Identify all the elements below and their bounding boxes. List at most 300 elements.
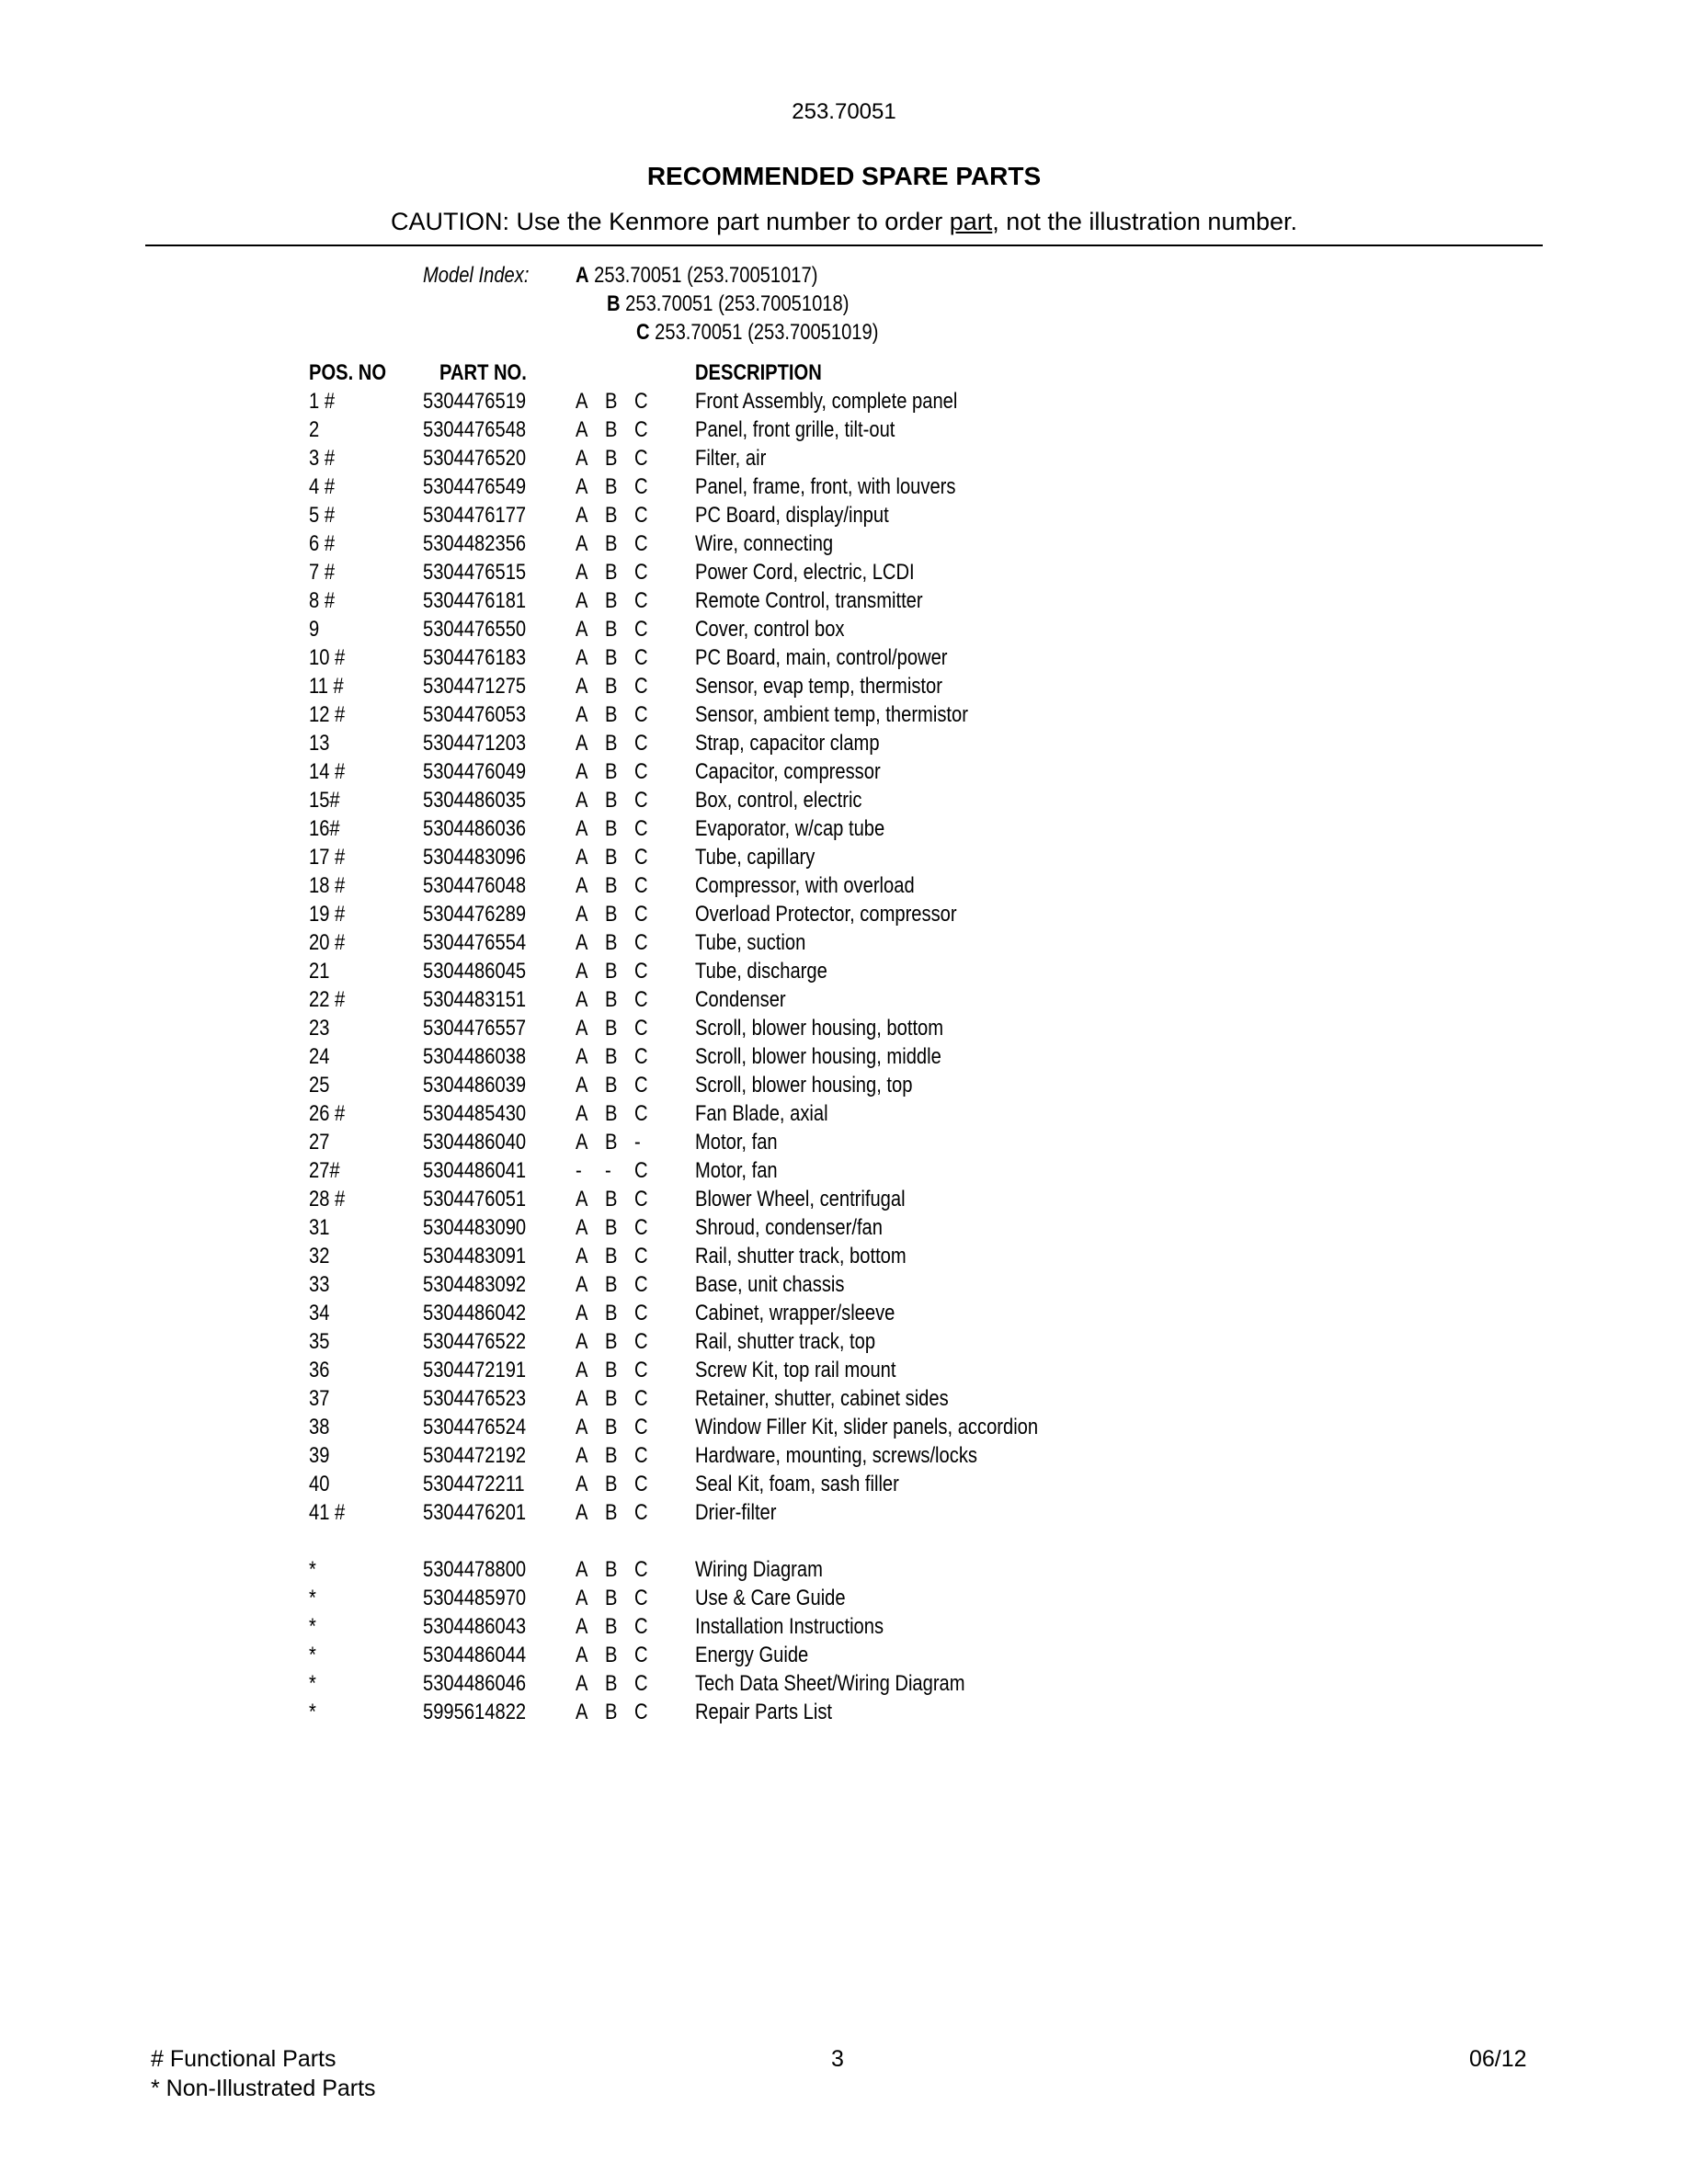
row-pos-no: 20 # bbox=[309, 930, 346, 955]
row-description: Retainer, shutter, cabinet sides bbox=[695, 1386, 949, 1411]
table-row bbox=[0, 417, 1688, 446]
table-row bbox=[0, 1301, 1688, 1329]
row-pos-no: * bbox=[309, 1614, 316, 1639]
row-part-no: 5304476183 bbox=[423, 645, 527, 670]
row-part-no: 5304476520 bbox=[423, 446, 527, 471]
row-description: Motor, fan bbox=[695, 1158, 778, 1183]
row-model-a: A bbox=[576, 645, 588, 670]
row-model-a: A bbox=[576, 1044, 588, 1069]
functional-parts-note: # Functional Parts bbox=[151, 2046, 336, 2072]
model-index-entry bbox=[607, 291, 849, 317]
parts-table bbox=[0, 389, 1688, 1728]
row-pos-no: 11 # bbox=[309, 674, 344, 699]
row-description: Strap, capacitor clamp bbox=[695, 731, 880, 756]
row-model-b: B bbox=[605, 1386, 618, 1411]
row-model-a: A bbox=[576, 845, 588, 870]
table-row bbox=[0, 731, 1688, 759]
row-model-b: B bbox=[605, 645, 618, 670]
row-model-b: B bbox=[605, 1215, 618, 1240]
row-model-a: A bbox=[576, 1443, 588, 1468]
row-pos-no: 7 # bbox=[309, 560, 336, 585]
table-row bbox=[0, 531, 1688, 560]
row-model-a: A bbox=[576, 1073, 588, 1098]
row-model-b: B bbox=[605, 1187, 618, 1211]
table-row bbox=[0, 902, 1688, 930]
row-pos-no: 22 # bbox=[309, 987, 346, 1012]
row-model-c: C bbox=[634, 560, 648, 585]
row-part-no: 5304476549 bbox=[423, 474, 527, 499]
row-pos-no: 5 # bbox=[309, 503, 336, 528]
row-description: Scroll, blower housing, middle bbox=[695, 1044, 941, 1069]
row-model-b: B bbox=[605, 531, 618, 556]
row-part-no: 5304486046 bbox=[423, 1671, 527, 1696]
row-description: Screw Kit, top rail mount bbox=[695, 1358, 896, 1382]
row-part-no: 5304472211 bbox=[423, 1472, 525, 1496]
row-part-no: 5304476523 bbox=[423, 1386, 527, 1411]
model-number: 253.70051 bbox=[792, 99, 896, 124]
row-pos-no: 13 bbox=[309, 731, 330, 756]
row-pos-no: 6 # bbox=[309, 531, 336, 556]
row-model-c: C bbox=[634, 1044, 648, 1069]
row-description: Front Assembly, complete panel bbox=[695, 389, 958, 414]
row-model-c: C bbox=[634, 645, 648, 670]
row-part-no: 5304483092 bbox=[423, 1272, 527, 1297]
row-part-no: 5304483090 bbox=[423, 1215, 527, 1240]
row-model-b: B bbox=[605, 930, 618, 955]
row-pos-no: 27 bbox=[309, 1130, 330, 1155]
row-model-a: A bbox=[576, 1329, 588, 1354]
row-model-b: B bbox=[605, 702, 618, 727]
row-description: Tube, suction bbox=[695, 930, 806, 955]
row-part-no: 5304486042 bbox=[423, 1301, 527, 1325]
row-pos-no: 38 bbox=[309, 1415, 330, 1439]
row-model-b: B bbox=[605, 617, 618, 642]
row-pos-no: 25 bbox=[309, 1073, 330, 1098]
row-description: Scroll, blower housing, top bbox=[695, 1073, 913, 1098]
row-model-a: A bbox=[576, 759, 588, 784]
row-description: PC Board, main, control/power bbox=[695, 645, 948, 670]
row-part-no: 5304482356 bbox=[423, 531, 527, 556]
row-model-c: C bbox=[634, 1671, 648, 1696]
row-model-a: A bbox=[576, 389, 588, 414]
nonillustrated-parts-note: * Non-Illustrated Parts bbox=[151, 2076, 376, 2101]
row-part-no: 5304483151 bbox=[423, 987, 527, 1012]
row-description: Power Cord, electric, LCDI bbox=[695, 560, 915, 585]
row-model-c: C bbox=[634, 1187, 648, 1211]
row-model-b: B bbox=[605, 759, 618, 784]
row-model-b: - bbox=[605, 1158, 611, 1183]
row-description: Evaporator, w/cap tube bbox=[695, 816, 885, 841]
row-model-c: C bbox=[634, 1158, 648, 1183]
table-row bbox=[0, 503, 1688, 531]
row-model-a: A bbox=[576, 987, 588, 1012]
row-model-c: C bbox=[634, 1358, 648, 1382]
row-part-no: 5304483096 bbox=[423, 845, 527, 870]
row-model-c: C bbox=[634, 588, 648, 613]
row-model-c: C bbox=[634, 873, 648, 898]
row-model-c: C bbox=[634, 1700, 648, 1724]
row-model-a: A bbox=[576, 1016, 588, 1041]
row-model-c: C bbox=[634, 674, 648, 699]
row-pos-no: 2 bbox=[309, 417, 320, 442]
row-pos-no: 39 bbox=[309, 1443, 330, 1468]
row-model-c: C bbox=[634, 446, 648, 471]
row-part-no: 5304486043 bbox=[423, 1614, 527, 1639]
table-row bbox=[0, 1386, 1688, 1415]
table-row bbox=[0, 645, 1688, 674]
table-row bbox=[0, 1016, 1688, 1044]
row-model-c: C bbox=[634, 788, 648, 813]
row-pos-no: 21 bbox=[309, 959, 330, 984]
table-row bbox=[0, 1073, 1688, 1101]
row-description: Tube, discharge bbox=[695, 959, 827, 984]
row-model-b: B bbox=[605, 1244, 618, 1268]
row-model-c: C bbox=[634, 759, 648, 784]
row-model-c: C bbox=[634, 1101, 648, 1126]
row-description: Shroud, condenser/fan bbox=[695, 1215, 883, 1240]
row-part-no: 5304476515 bbox=[423, 560, 527, 585]
row-model-c: C bbox=[634, 1244, 648, 1268]
row-model-b: B bbox=[605, 1358, 618, 1382]
row-pos-no: 10 # bbox=[309, 645, 346, 670]
table-row bbox=[0, 1244, 1688, 1272]
row-model-b: B bbox=[605, 389, 618, 414]
row-model-c: C bbox=[634, 1415, 648, 1439]
row-pos-no: * bbox=[309, 1671, 316, 1696]
row-description: Rail, shutter track, top bbox=[695, 1329, 876, 1354]
row-description: Wire, connecting bbox=[695, 531, 834, 556]
table-row bbox=[0, 588, 1688, 617]
table-row bbox=[0, 816, 1688, 845]
table-row bbox=[0, 788, 1688, 816]
row-description: Remote Control, transmitter bbox=[695, 588, 923, 613]
row-part-no: 5304486038 bbox=[423, 1044, 527, 1069]
table-row bbox=[0, 389, 1688, 417]
row-model-b: B bbox=[605, 446, 618, 471]
table-row bbox=[0, 560, 1688, 588]
row-part-no: 5304476053 bbox=[423, 702, 527, 727]
row-model-a: A bbox=[576, 1472, 588, 1496]
row-model-b: B bbox=[605, 1700, 618, 1724]
row-pos-no: * bbox=[309, 1700, 316, 1724]
row-part-no: 5304486041 bbox=[423, 1158, 527, 1183]
row-model-b: B bbox=[605, 1073, 618, 1098]
row-model-b: B bbox=[605, 1301, 618, 1325]
row-part-no: 5304486044 bbox=[423, 1643, 527, 1667]
row-model-b: B bbox=[605, 1671, 618, 1696]
row-model-b: B bbox=[605, 474, 618, 499]
row-model-c: C bbox=[634, 1557, 648, 1582]
row-description: Sensor, evap temp, thermistor bbox=[695, 674, 942, 699]
row-description: Scroll, blower housing, bottom bbox=[695, 1016, 944, 1041]
row-model-c: C bbox=[634, 987, 648, 1012]
row-model-a: A bbox=[576, 474, 588, 499]
table-row bbox=[0, 1130, 1688, 1158]
model-index-letter: C bbox=[636, 320, 650, 345]
row-model-a: A bbox=[576, 1101, 588, 1126]
row-part-no: 5304476557 bbox=[423, 1016, 527, 1041]
parts-table-header bbox=[0, 360, 1688, 388]
row-model-a: A bbox=[576, 1586, 588, 1610]
header-description: DESCRIPTION bbox=[695, 360, 822, 385]
row-model-c: C bbox=[634, 930, 648, 955]
row-model-b: B bbox=[605, 1586, 618, 1610]
row-part-no: 5304476181 bbox=[423, 588, 527, 613]
row-description: Condenser bbox=[695, 987, 786, 1012]
row-model-b: B bbox=[605, 788, 618, 813]
row-model-a: A bbox=[576, 560, 588, 585]
row-description: Panel, frame, front, with louvers bbox=[695, 474, 956, 499]
row-description: Sensor, ambient temp, thermistor bbox=[695, 702, 968, 727]
row-pos-no: * bbox=[309, 1557, 316, 1582]
table-row bbox=[0, 617, 1688, 645]
row-part-no: 5304471203 bbox=[423, 731, 527, 756]
table-row bbox=[0, 873, 1688, 902]
row-pos-no: 33 bbox=[309, 1272, 330, 1297]
row-pos-no: 8 # bbox=[309, 588, 336, 613]
model-index-letter: B bbox=[607, 291, 621, 316]
table-row bbox=[0, 1586, 1688, 1614]
model-index-entry bbox=[636, 320, 878, 346]
row-model-a: A bbox=[576, 1643, 588, 1667]
row-model-c: C bbox=[634, 1272, 648, 1297]
row-model-a: A bbox=[576, 788, 588, 813]
header-part-no: PART NO. bbox=[439, 360, 527, 385]
row-description: Rail, shutter track, bottom bbox=[695, 1244, 907, 1268]
model-index-text: 253.70051 (253.70051017) bbox=[588, 263, 818, 288]
table-row bbox=[0, 845, 1688, 873]
row-model-a: A bbox=[576, 1215, 588, 1240]
row-model-b: B bbox=[605, 560, 618, 585]
table-row bbox=[0, 930, 1688, 959]
row-model-c: C bbox=[634, 474, 648, 499]
row-model-b: B bbox=[605, 588, 618, 613]
row-model-b: B bbox=[605, 1415, 618, 1439]
table-row bbox=[0, 1329, 1688, 1358]
model-index-letter: A bbox=[576, 263, 589, 288]
row-part-no: 5304485970 bbox=[423, 1586, 527, 1610]
row-model-b: B bbox=[605, 816, 618, 841]
row-model-c: C bbox=[634, 1329, 648, 1354]
row-part-no: 5304486036 bbox=[423, 816, 527, 841]
row-spacer bbox=[0, 1529, 1688, 1557]
row-model-c: C bbox=[634, 1386, 648, 1411]
row-part-no: 5304486045 bbox=[423, 959, 527, 984]
row-description: Box, control, electric bbox=[695, 788, 862, 813]
row-description: Fan Blade, axial bbox=[695, 1101, 828, 1126]
row-pos-no: 17 # bbox=[309, 845, 346, 870]
row-model-c: - bbox=[634, 1130, 641, 1155]
table-row bbox=[0, 702, 1688, 731]
row-model-a: A bbox=[576, 417, 588, 442]
row-model-c: C bbox=[634, 959, 648, 984]
row-model-c: C bbox=[634, 1614, 648, 1639]
row-pos-no: 9 bbox=[309, 617, 320, 642]
row-pos-no: 12 # bbox=[309, 702, 346, 727]
row-description: Filter, air bbox=[695, 446, 767, 471]
row-pos-no: 34 bbox=[309, 1301, 330, 1325]
row-model-b: B bbox=[605, 1643, 618, 1667]
table-row bbox=[0, 1472, 1688, 1500]
row-pos-no: 37 bbox=[309, 1386, 330, 1411]
row-model-a: A bbox=[576, 1187, 588, 1211]
row-model-a: A bbox=[576, 1130, 588, 1155]
row-part-no: 5304476524 bbox=[423, 1415, 527, 1439]
caution-underlined-word: part bbox=[949, 208, 993, 235]
row-description: Seal Kit, foam, sash filler bbox=[695, 1472, 899, 1496]
table-row bbox=[0, 959, 1688, 987]
row-part-no: 5995614822 bbox=[423, 1700, 527, 1724]
row-model-b: B bbox=[605, 1614, 618, 1639]
row-model-a: A bbox=[576, 1500, 588, 1525]
row-model-b: B bbox=[605, 1443, 618, 1468]
row-model-a: A bbox=[576, 617, 588, 642]
row-model-a: A bbox=[576, 930, 588, 955]
row-model-a: A bbox=[576, 1386, 588, 1411]
row-pos-no: 18 # bbox=[309, 873, 346, 898]
row-model-a: A bbox=[576, 1272, 588, 1297]
row-model-b: B bbox=[605, 873, 618, 898]
row-pos-no: 16# bbox=[309, 816, 340, 841]
row-description: Cabinet, wrapper/sleeve bbox=[695, 1301, 895, 1325]
row-part-no: 5304476201 bbox=[423, 1500, 527, 1525]
row-part-no: 5304472192 bbox=[423, 1443, 527, 1468]
table-row bbox=[0, 1158, 1688, 1187]
row-pos-no: 36 bbox=[309, 1358, 330, 1382]
row-model-a: A bbox=[576, 731, 588, 756]
table-row bbox=[0, 1700, 1688, 1728]
row-model-a: A bbox=[576, 1557, 588, 1582]
row-description: Overload Protector, compressor bbox=[695, 902, 957, 927]
row-model-b: B bbox=[605, 959, 618, 984]
row-model-c: C bbox=[634, 417, 648, 442]
row-model-b: B bbox=[605, 987, 618, 1012]
row-pos-no: * bbox=[309, 1586, 316, 1610]
row-description: Hardware, mounting, screws/locks bbox=[695, 1443, 977, 1468]
row-model-c: C bbox=[634, 1073, 648, 1098]
row-part-no: 5304476522 bbox=[423, 1329, 527, 1354]
row-pos-no: 3 # bbox=[309, 446, 336, 471]
row-model-a: A bbox=[576, 1415, 588, 1439]
row-model-b: B bbox=[605, 674, 618, 699]
table-row bbox=[0, 1415, 1688, 1443]
row-pos-no: 4 # bbox=[309, 474, 336, 499]
page-number: 3 bbox=[831, 2046, 844, 2072]
table-row bbox=[0, 674, 1688, 702]
row-pos-no: 26 # bbox=[309, 1101, 346, 1126]
row-pos-no: 41 # bbox=[309, 1500, 346, 1525]
row-model-a: A bbox=[576, 503, 588, 528]
table-row bbox=[0, 1358, 1688, 1386]
model-index-entry bbox=[576, 263, 817, 289]
row-model-a: A bbox=[576, 531, 588, 556]
table-row bbox=[0, 1557, 1688, 1586]
header-divider bbox=[145, 245, 1543, 246]
row-part-no: 5304476550 bbox=[423, 617, 527, 642]
row-model-c: C bbox=[634, 702, 648, 727]
row-part-no: 5304476051 bbox=[423, 1187, 527, 1211]
table-row bbox=[0, 1500, 1688, 1529]
row-description: Compressor, with overload bbox=[695, 873, 915, 898]
row-model-c: C bbox=[634, 1301, 648, 1325]
row-description: Base, unit chassis bbox=[695, 1272, 845, 1297]
row-model-b: B bbox=[605, 1272, 618, 1297]
row-part-no: 5304486040 bbox=[423, 1130, 527, 1155]
row-model-a: A bbox=[576, 1358, 588, 1382]
row-description: Tube, capillary bbox=[695, 845, 815, 870]
row-model-c: C bbox=[634, 1586, 648, 1610]
row-model-b: B bbox=[605, 1472, 618, 1496]
row-model-a: A bbox=[576, 588, 588, 613]
row-model-a: A bbox=[576, 959, 588, 984]
table-row bbox=[0, 1215, 1688, 1244]
row-model-c: C bbox=[634, 617, 648, 642]
row-part-no: 5304476177 bbox=[423, 503, 527, 528]
row-model-b: B bbox=[605, 731, 618, 756]
table-row bbox=[0, 1101, 1688, 1130]
row-model-b: B bbox=[605, 417, 618, 442]
table-row bbox=[0, 1443, 1688, 1472]
row-part-no: 5304471275 bbox=[423, 674, 527, 699]
row-pos-no: 23 bbox=[309, 1016, 330, 1041]
row-model-b: B bbox=[605, 1044, 618, 1069]
page-title: RECOMMENDED SPARE PARTS bbox=[646, 162, 1042, 190]
row-model-c: C bbox=[634, 816, 648, 841]
model-index-text: 253.70051 (253.70051018) bbox=[620, 291, 850, 316]
row-model-c: C bbox=[634, 731, 648, 756]
row-model-c: C bbox=[634, 1016, 648, 1041]
row-model-b: B bbox=[605, 1130, 618, 1155]
row-model-b: B bbox=[605, 845, 618, 870]
row-part-no: 5304483091 bbox=[423, 1244, 527, 1268]
row-model-a: A bbox=[576, 702, 588, 727]
caution-prefix: CAUTION: Use the Kenmore part number to order bbox=[391, 208, 950, 235]
caution-suffix: , not the illustration number. bbox=[992, 208, 1297, 235]
row-model-c: C bbox=[634, 902, 648, 927]
row-description: Motor, fan bbox=[695, 1130, 778, 1155]
model-index-label: Model Index: bbox=[423, 263, 530, 288]
row-model-c: C bbox=[634, 1215, 648, 1240]
row-description: Repair Parts List bbox=[695, 1700, 833, 1724]
row-description: Drier-filter bbox=[695, 1500, 777, 1525]
row-part-no: 5304476548 bbox=[423, 417, 527, 442]
row-model-a: A bbox=[576, 446, 588, 471]
row-pos-no: 15# bbox=[309, 788, 340, 813]
row-model-b: B bbox=[605, 1016, 618, 1041]
row-model-b: B bbox=[605, 902, 618, 927]
table-row bbox=[0, 474, 1688, 503]
row-description: Panel, front grille, tilt-out bbox=[695, 417, 895, 442]
row-model-b: B bbox=[605, 1500, 618, 1525]
table-row bbox=[0, 1643, 1688, 1671]
row-pos-no: 24 bbox=[309, 1044, 330, 1069]
row-model-a: A bbox=[576, 873, 588, 898]
row-model-c: C bbox=[634, 845, 648, 870]
row-description: Window Filler Kit, slider panels, accordion bbox=[695, 1415, 1039, 1439]
row-pos-no: 31 bbox=[309, 1215, 330, 1240]
row-model-c: C bbox=[634, 1472, 648, 1496]
row-description: Blower Wheel, centrifugal bbox=[695, 1187, 906, 1211]
row-model-c: C bbox=[634, 1643, 648, 1667]
row-part-no: 5304476519 bbox=[423, 389, 527, 414]
row-model-a: A bbox=[576, 674, 588, 699]
row-description: Wiring Diagram bbox=[695, 1557, 823, 1582]
row-pos-no: 27# bbox=[309, 1158, 340, 1183]
row-model-b: B bbox=[605, 1101, 618, 1126]
row-model-a: A bbox=[576, 1301, 588, 1325]
table-row bbox=[0, 446, 1688, 474]
row-model-c: C bbox=[634, 389, 648, 414]
